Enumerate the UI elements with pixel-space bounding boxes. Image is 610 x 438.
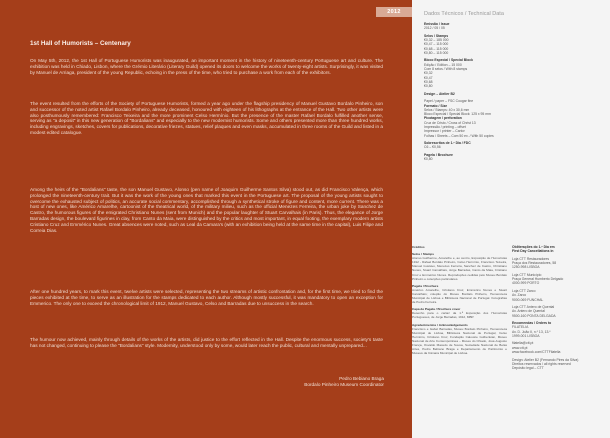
spec-line: €0,47 <box>424 75 433 80</box>
credits-block <box>412 245 507 358</box>
spec-line: €0,80 <box>424 84 433 89</box>
spec-line: Direitos reservados / all rights reserved <box>512 361 571 366</box>
spec-line: Formato / Size <box>424 103 448 108</box>
essay-paragraph: After one hundred years, to mark this event, twelve artists were selected, representing the two streams of artistic confrontation and, for the first time, we tried to find the pieces exhibited at the time, to serve as an illustration for the stamps dedicated to each author. Although mostly successful, it was mandatory to open an exception for Emmerico. The only one to exceed the chronological limit of 1912, Manuel Gustavo, Celso and Barradas due to unsuccess in the search. <box>30 289 383 306</box>
spec-line: Loja CTT Município <box>512 272 542 277</box>
spec-line: 1250-998 LISBOA <box>512 265 540 270</box>
spec-line: filatelia@ctt.pt <box>512 341 534 346</box>
first-day-cancellations-column <box>512 245 578 370</box>
credits-text: Francisco e Isabel Barradas, Museu Bordalo Pinheiro, Hemeroteca Municipal de Lisboa, Biblioteca Nacional de Portugal, Celso Hermínio, Cristiano Cruz, Fundação Calouste Gulbenkian, Museu Nacional de Arte Contemporânea – Museu do Chiado, José-Augusto França, Osvaldo Macedo de Sousa, Sociedade Nacional de Belas Artes, Pedro Bebiano Braga e Departamento de Património e Museus da Câmara Municipal de Lisboa. <box>412 326 507 356</box>
spec-line: Loja CTT Zarco <box>512 288 536 293</box>
credits-heading: Créditos <box>412 245 425 249</box>
credits-text: Américo Amarelhe, Cristiano Cruz, Emmérico Nunes e Stuart Carvalhais; coleção do Museu Bordalo Pinheiro, Hemeroteca Municipal de Lisboa e Biblioteca Nacional de Portugal. Fotografias de Pedro Ferreira. <box>412 287 507 305</box>
technical-data-title: Dados Técnicos / Technical Data <box>424 11 504 17</box>
spec-line: €0,80 <box>424 157 433 162</box>
credits-text: Alonso Guilherme, Amarelhe e, ao centro, Exposição de Humoristas 1912 - Rafael Bordalo Pinheiro, Celso Hermínio, Francisco Teixeira, Manuel Gustavo, Menezes Ferreira, Sanchez de Castro, Christiano Nunes, Stuart Carvalhais, Jorge Barradas, Canto da Maia, Cristiano Cruz e Emmérico Nunes. Reproduções cedidas pelo Museu Bordalo Pinheiro e colecções particulares. <box>412 256 507 281</box>
spec-line: €0,68 <box>424 79 433 84</box>
spec-line: Impressão / printing – offset <box>424 124 466 129</box>
signature-role: Bordalo Pinheiro Museum Coordinator <box>304 382 384 387</box>
spec-line: Praça General Humberto Delgado <box>512 277 564 282</box>
credits-entry <box>412 252 507 281</box>
spec-line: Emissão / Issue <box>424 22 450 26</box>
spec-line: Loja CTT Antero de Quental <box>512 305 555 310</box>
signature-block <box>250 376 384 388</box>
essay-paragraph: Among the heirs of the "Bordalians" taste, the son Manuel Gustavo, Alonso (pen name of Joaquim Guilherme Santos Silva) stood out, as did Francisco Valença, which prolonged the nineteenth-century trait. But it was the work of the young ones that marked this event in the Portuguese art. The proposal of the young artists sought to overcome the exhausted subject of politics, an accurate social commentary, accomplished through a synthetical stroke of figure and content, more current. There was a host of new ones, like Américo Amarelhe, cartoonist of the theatrical world, of the military milieu, such as the official Menezes Ferreira, the urban joke by Sanchez de Castro, the humorous figures of the emigrated Christiano Nunes (sent from Munich) and the popular laughter of Stuart Carvalhais (in Paris). Thus, the elegance of Jorge Barradas design, the boulevard figurines in clay, from Canto da Maia, were distinguished by the critics and most important, in equal footing, the exemplary modern artists Cristiano Cruz and Emmérico Nunes. Great absences were noted, such as Leal da Camara's (with an exhibition being held at the same time in the capital), Luis Filipe and Correia Dias. <box>30 187 383 233</box>
spec-line: €0,32 – 185 000 <box>424 38 449 43</box>
spec-line: 1999-001 LISBOA <box>512 333 540 338</box>
spec-line: www.facebook.com/CTTFilatelia <box>512 350 561 355</box>
spec-line: Edição / Edition – 15 000 <box>424 62 462 67</box>
spec-line: Pagela / Brochure <box>424 152 453 157</box>
spec-line: First Day Cancellations in <box>512 249 554 254</box>
essay-paragraph: The event resulted from the efforts of the Society of Portuguese Humorists, formed a year ago under the flagship presidency of Manuel Gustavo Bordalo Pinheiro, son and successor of the noted artist Rafael Bordalo Pinheiro, already deceased, honoured with eighteen of his lithographs at the entrance of the Hall. Two other artists were also posthumously remembered: Francisco Teixeira and the more prominent Celso Hermínio. But the presence of the master Rafael Bordalo fulfilled another sense, serving as "a deposit" in this new generation of "Bordalians" and especially to the new modernist humorists. Some and others presented more than three hundred works, including engravings, sketches, covers for publications, decorative friezes, statues, relief plaques and even masks, accumulated in three rooms of the Guild and listed in a modest edited catalogue. <box>30 101 383 135</box>
spec-line: Loja CTT Restauradores <box>512 256 550 261</box>
spec-line: Av. D. João II, n.º 13, 13.º <box>512 329 551 334</box>
essay-title: 1st Hall of Humorists – Centenary <box>30 40 131 47</box>
spec-line: 9500-160 PONTA DELGADA <box>512 313 556 318</box>
spec-line: 9000-069 FUNCHAL <box>512 297 544 302</box>
spec-line: 4000-999 PORTO <box>512 281 540 286</box>
spec-line: Bloco Especial / Special Block: 125 x 95 mm <box>424 112 491 117</box>
spec-line: Praça dos Restauradores, 58 <box>512 261 557 266</box>
spec-line: 2012 / 05 / 05 <box>424 26 445 31</box>
spec-line: Picotagem / perforation <box>424 116 462 121</box>
credits-entry <box>412 245 507 249</box>
spec-line: Bloco Especial / Special Block <box>424 58 473 63</box>
spec-line: www.ctt.pt <box>512 345 528 350</box>
spec-line: Av. Zarco <box>512 293 527 298</box>
spec-line: Impressor / printer – Cartor <box>424 129 465 134</box>
credits-heading: Capa de Pagela / Brochure cover <box>412 307 461 312</box>
signature-name: Pedro Bebiano Braga <box>339 376 384 381</box>
spec-line: Design – Atelier B2 <box>424 91 455 96</box>
spec-line: Encomendas / Orders to <box>512 321 552 326</box>
spec-line: C6 – €0,56 <box>424 145 441 150</box>
spec-line: €0,32 <box>424 71 433 76</box>
spec-line: Papel / paper – FSC Cougar fine <box>424 99 474 104</box>
technical-specs-column <box>424 22 494 161</box>
spec-line: Obliterações do 1.º Dia em <box>512 245 555 249</box>
page-number-badge: 2012 <box>376 7 412 17</box>
essay-paragraph: On May 5th, 2012, the 1st Hall of Portuguese Humorists was inaugurated, an important moment in the history of nineteenth-century Portuguese art and culture. The exhibition was held in Chiado, Lisbon, where the Grémio Literário (Literary Guild) opened its doors to welcome the works of twenty-eight artists. Surprisingly, it was visited by Manuel de Arriaga, president of the young Republic, echoing in the press of the time, who tried to purchase a work from each of the exhibitors. <box>30 58 383 75</box>
spec-line: FILATELIA <box>512 325 529 330</box>
spec-line: Folhas / Sheets – Com 50 ex. / With 50 copies <box>424 133 494 138</box>
spec-line: Selos / Stamps: 40 x 30,6 mm <box>424 107 470 112</box>
spec-line: Sobrescritos de 1.º Dia / FDC <box>424 141 471 146</box>
credits-entry <box>412 307 507 319</box>
credits-heading: Selos / Stamps <box>412 252 435 257</box>
spec-line: €0,80 – 115 000 <box>424 50 449 55</box>
spec-line: Com 8 selos / With 8 stamps <box>424 67 468 72</box>
credits-entry <box>412 323 507 356</box>
credits-entry <box>412 284 507 304</box>
spec-line: Design: Atelier B2 (Fernando Pires da Silva) <box>512 357 579 362</box>
credits-heading: Agradecimentos / Acknowledgements <box>412 322 468 327</box>
spec-line: Depósito legal – CTT <box>512 366 544 371</box>
credits-heading: Pagela / Brochure <box>412 283 439 288</box>
essay-paragraph: The humour now achieved, mainly through details of the works of the artists, did justice to the effort reflected in the Hall. Despite the enormous success, society's taste has not changed, continuing to please the "Bordalians" style. Modernity, understood only by some, would later reach the public, cultural and mentally unprepared... <box>30 337 383 348</box>
spec-line: €0,68 – 115 000 <box>424 46 449 51</box>
spec-line: €0,47 – 115 000 <box>424 42 449 47</box>
spec-line: Cruz de Cristo / Cross of Christ 13 <box>424 120 476 125</box>
spec-line: Selos / Stamps <box>424 33 449 38</box>
credits-text: Desenho para o cartaz da 1.ª Exposição dos Humoristas Portugueses, de Jorge Barradas, 1912, MBP. <box>412 311 507 320</box>
spec-line: Av. Antero de Quental <box>512 309 545 314</box>
